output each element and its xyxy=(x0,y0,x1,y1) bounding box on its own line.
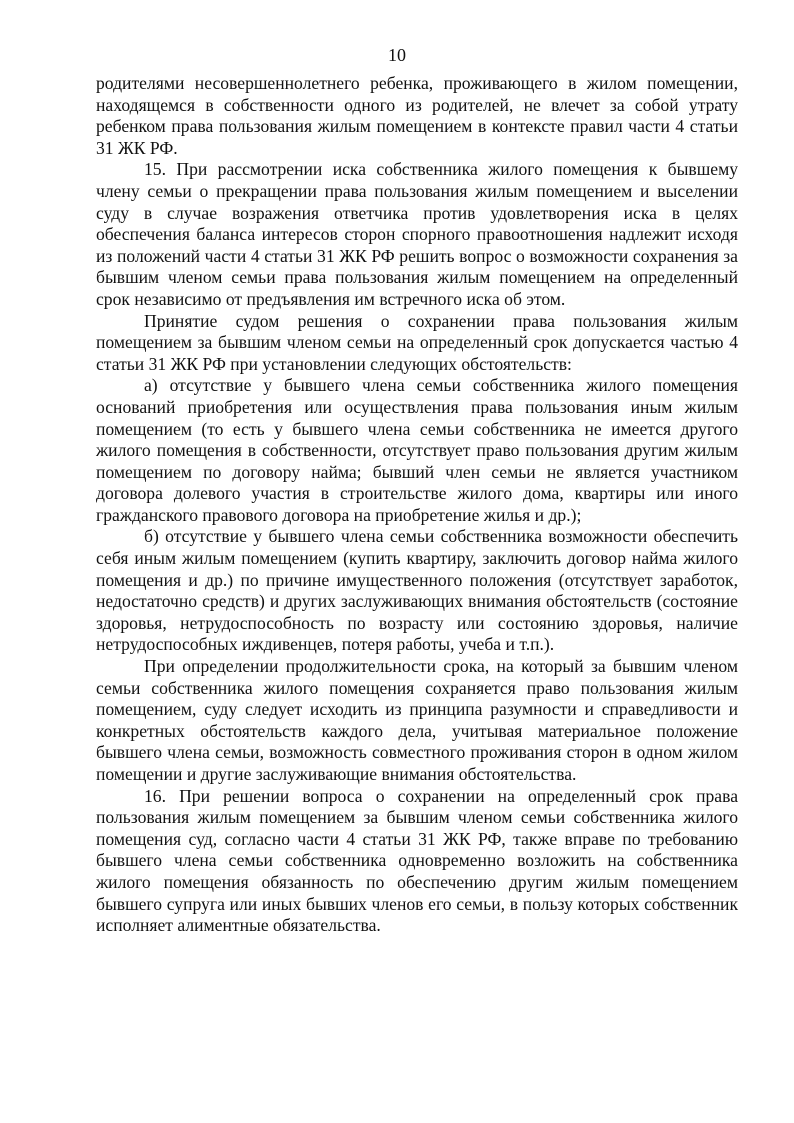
paragraph-16: 16. При решении вопроса о сохранении на определенный срок права пользования жилым помещением за бывшим членом семьи собственника жилого помещения суд, согласно части 4 статьи 31 ЖК РФ, также вправе по требованию бывшего члена семьи собственника одновременно возложить на собственника жилого помещения обязанность по обеспечению другим жилым помещением бывшего супруга или иных бывших членов его семьи, в пользу которых собственник исполняет алиментные обязательства. xyxy=(96,785,738,936)
paragraph-term-duration: При определении продолжительности срока, на который за бывшим членом семьи собственника жилого помещения сохраняется право пользования жилым помещением, суду следует исходить из принципа разумности и справедливости и конкретных обстоятельств каждого дела, учитывая материальное положение бывшего члена семьи, возможность совместного проживания сторон в одном жилом помещении и другие заслуживающие внимания обстоятельства. xyxy=(96,656,738,784)
paragraph-item-a: а) отсутствие у бывшего члена семьи собственника жилого помещения оснований приобретения или осуществления права пользования иным жилым помещением (то есть у бывшего члена семьи собственника не имеется другого жилого помещения в собственности, отсутствует право пользования другим жилым помещением по договору найма; бывший член семьи не является участником договора долевого участия в строительстве жилого дома, квартиры или иного гражданского правового договора на приобретение жилья и др.); xyxy=(96,375,738,525)
paragraph-conditions-intro: Принятие судом решения о сохранении права пользования жилым помещением за бывшим членом семьи на определенный срок допускается частью 4 статьи 31 ЖК РФ при установлении следующих обстоятельств: xyxy=(96,310,738,374)
document-body xyxy=(96,73,738,937)
paragraph-item-b: б) отсутствие у бывшего члена семьи собственника возможности обеспечить себя иным жилым помещением (купить квартиру, заключить договор найма жилого помещения и др.) по причине имущественного положения (отсутствует заработок, недостаточно средств) и других заслуживающих внимания обстоятельств (состояние здоровья, нетрудоспособность по возрасту или состоянию здоровья, наличие нетрудоспособных иждивенцев, потеря работы, учеба и т.п.). xyxy=(96,526,738,655)
paragraph-continuation: родителями несовершеннолетнего ребенка, проживающего в жилом помещении, находящемся в собственности одного из родителей, не влечет за собой утрату ребенком права пользования жилым помещением в контексте правил части 4 статьи 31 ЖК РФ. xyxy=(96,73,738,158)
paragraph-15: 15. При рассмотрении иска собственника жилого помещения к бывшему члену семьи о прекращении права пользования жилым помещением и выселении суду в случае возражения ответчика против удовлетворения иска в целях обеспечения баланса интересов сторон спорного правоотношения надлежит исходя из положений части 4 статьи 31 ЖК РФ решить вопрос о возможности сохранения за бывшим членом семьи права пользования жилым помещением на определенный срок независимо от предъявления им встречного иска об этом. xyxy=(96,159,738,309)
page-number: 10 xyxy=(388,45,406,65)
